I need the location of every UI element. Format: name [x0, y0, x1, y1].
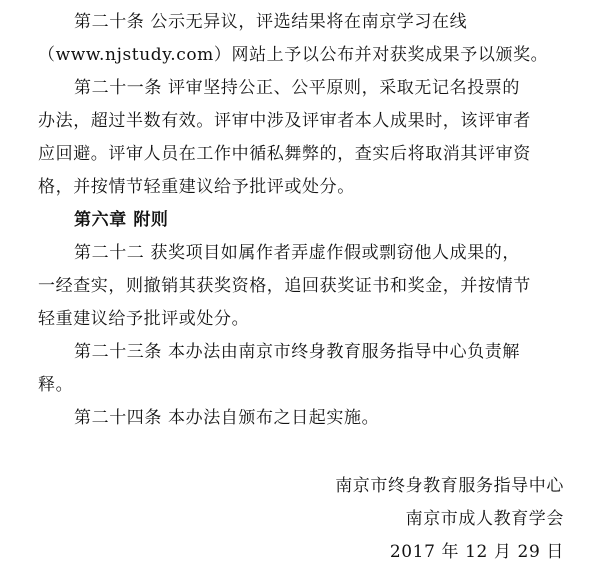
signature-org-1: 南京市终身教育服务指导中心 [335, 476, 564, 496]
article-21-line-3: 应回避。评审人员在工作中循私舞弊的，查实后将取消其评审资 [38, 144, 531, 164]
article-22-line-3: 轻重建议给予批评或处分。 [38, 309, 250, 329]
document-body [38, 6, 578, 435]
article-22-line-2: 一经查实，则撤销其获奖资格，追回获奖证书和奖金，并按情节 [38, 276, 531, 296]
article-23-line-2: 释。 [38, 375, 74, 395]
article-22-line-1: 第二十二 获奖项目如属作者弄虚作假或剽窃他人成果的， [74, 243, 521, 263]
article-23 [38, 336, 578, 402]
signature-date: 2017 年 12 月 29 日 [389, 542, 564, 562]
article-23-line-1: 第二十三条 本办法由南京市终身教育服务指导中心负责解 [74, 342, 521, 362]
article-20-line-2: （www.njstudy.com）网站上予以公布并对获奖成果予以颁奖。 [38, 45, 549, 65]
signature-block [335, 470, 564, 569]
article-20 [38, 6, 578, 72]
article-21-line-4: 格，并按情节轻重建议给予批评或处分。 [38, 177, 355, 197]
article-21-line-1: 第二十一条 评审坚持公正、公平原则，采取无记名投票的 [74, 78, 521, 98]
signature-org-2: 南京市成人教育学会 [405, 509, 564, 529]
article-24-line-1: 第二十四条 本办法自颁布之日起实施。 [74, 408, 380, 428]
article-20-line-1: 第二十条 公示无异议，评选结果将在南京学习在线 [74, 12, 468, 32]
chapter-6-heading: 第六章 附则 [74, 210, 169, 230]
article-21-line-2: 办法，超过半数有效。评审中涉及评审者本人成果时，该评审者 [38, 111, 531, 131]
article-22 [38, 237, 578, 336]
article-24 [38, 402, 578, 435]
article-21 [38, 72, 578, 204]
